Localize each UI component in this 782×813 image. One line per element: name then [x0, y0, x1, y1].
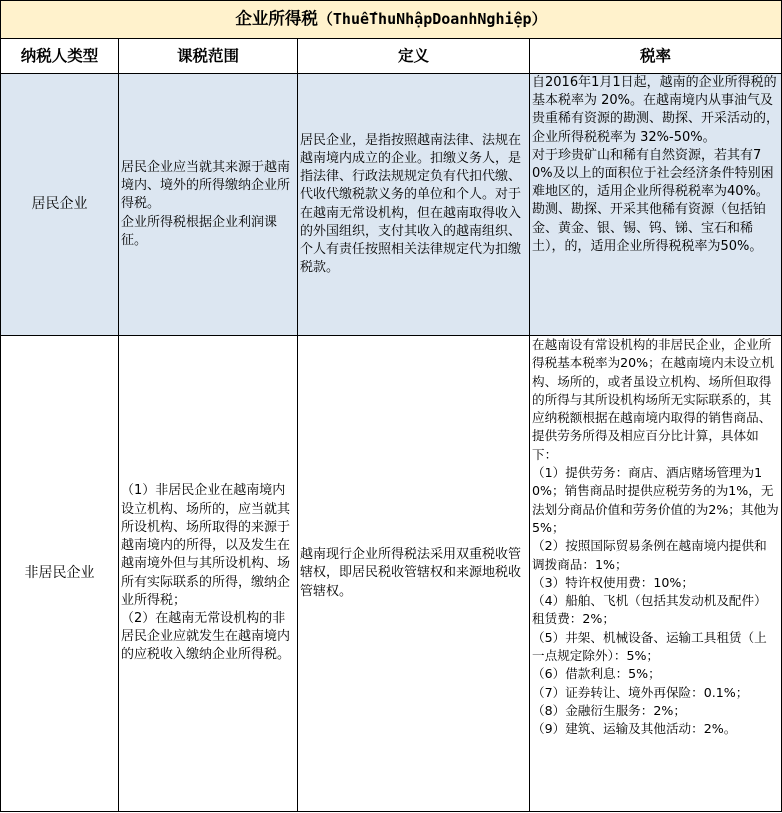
rate-text: （8）金融衍生服务：2%；: [532, 702, 686, 718]
rate-text: （3）特许权使用费：10%；: [532, 574, 694, 590]
definition-text: 居民企业，是指按照越南法律、法规在越南境内成立的企业。扣缴义务人，是指法律、行政法规规定负有代扣代缴、代收代缴税款义务的单位和个人。对于在越南无常设机构，但在越南取得收入的外国组织，支付其收入的越南组织、个人有责任按照相关法律规定代为扣缴税款。: [300, 132, 522, 276]
rate-cell: [530, 336, 782, 812]
rate-text: （5）井架、机械设备、运输工具租赁（上一点规定除外）：5%；: [532, 629, 767, 664]
taxpayer-type-cell: 居民企业: [1, 74, 119, 336]
rate-cell: [530, 74, 782, 336]
definition-cell: [298, 74, 530, 336]
title-latin: （ThuếThuNhậpDoanhNghiệp）: [317, 10, 547, 29]
table-row-resident: [1, 74, 782, 336]
scope-cell: [119, 336, 298, 812]
scope-text: （1）非居民企业在越南境内设立机构、场所的，应当就其所设机构、场所取得的来源于越南境内的所得，以及发生在越南境外但与其所设机构、场所有实际联系的所得，缴纳企业所得税；: [121, 483, 291, 608]
header-row: [1, 39, 782, 74]
table-title: [1, 1, 782, 39]
scope-text: 居民企业应当就其来源于越南境内、境外的所得缴纳企业所得税。: [121, 159, 291, 212]
rate-text: 自2016年1月1日起，越南的企业所得税的基本税率为 20%。在越南境内从事油气及贵重稀有资源的勘测、勘探、开采活动的，企业所得税税率为 32%-50%。: [532, 75, 780, 145]
rate-text: （7）证券转让、境外再保险：0.1%；: [532, 684, 749, 700]
header-rate: 税率: [530, 39, 782, 74]
rate-text: 勘测、勘探、开采其他稀有资源（包括铂金、黄金、银、锡、钨、锑、宝石和稀土），的，适用企业所得税税率为50%。: [532, 202, 767, 254]
title-cn: 企业所得税: [235, 9, 318, 29]
rate-text: （6）借款利息：5%；: [532, 666, 661, 682]
taxpayer-type-cell: 非居民企业: [1, 336, 119, 812]
header-taxpayer-type: 纳税人类型: [1, 39, 119, 74]
rate-text: 在越南设有常设机构的非居民企业，企业所得税基本税率为20%；在越南境内未设立机构、场所的，或者虽设立机构、场所但取得的所得与其所设机构场所无实际联系的，其应纳税额根据在越南境内取得的销售商品、提供劳务所得及相应百分比计算，具体如下：: [532, 337, 775, 462]
definition-cell: [298, 336, 530, 812]
rate-text: （1）提供劳务：商店、酒店赌场管理为10%；销售商品时提供应税劳务的为1%，无法划分商品价值和劳务价值的为2%；其他为5%；: [532, 465, 779, 535]
table-row-nonresident: [1, 336, 782, 812]
rate-text: （2）按照国际贸易条例在越南境内提供和调拨商品：1%；: [532, 538, 767, 572]
rate-text: 对于珍贵矿山和稀有自然资源，若其有70%及以上的面积位于社会经济条件特别困难地区的，适用企业所得税税率为40%。: [532, 147, 774, 200]
header-definition: 定义: [298, 39, 530, 74]
scope-cell: [119, 74, 298, 336]
rate-text: （9）建筑、运输及其他活动：2%。: [532, 721, 737, 737]
scope-text: 企业所得税根据企业利润课征。: [121, 214, 278, 248]
header-scope: 课税范围: [119, 39, 298, 74]
scope-text: （2）在越南无常设机构的非居民企业应就发生在越南境内的应税收入缴纳企业所得税。: [121, 610, 291, 663]
definition-text: 越南现行企业所得税法采用双重税收管辖权，即居民税收管辖权和来源地税收管辖权。: [300, 547, 522, 599]
rate-text: （4）船舶、飞机（包括其发动机及配件）租赁费：2%；: [532, 593, 767, 627]
